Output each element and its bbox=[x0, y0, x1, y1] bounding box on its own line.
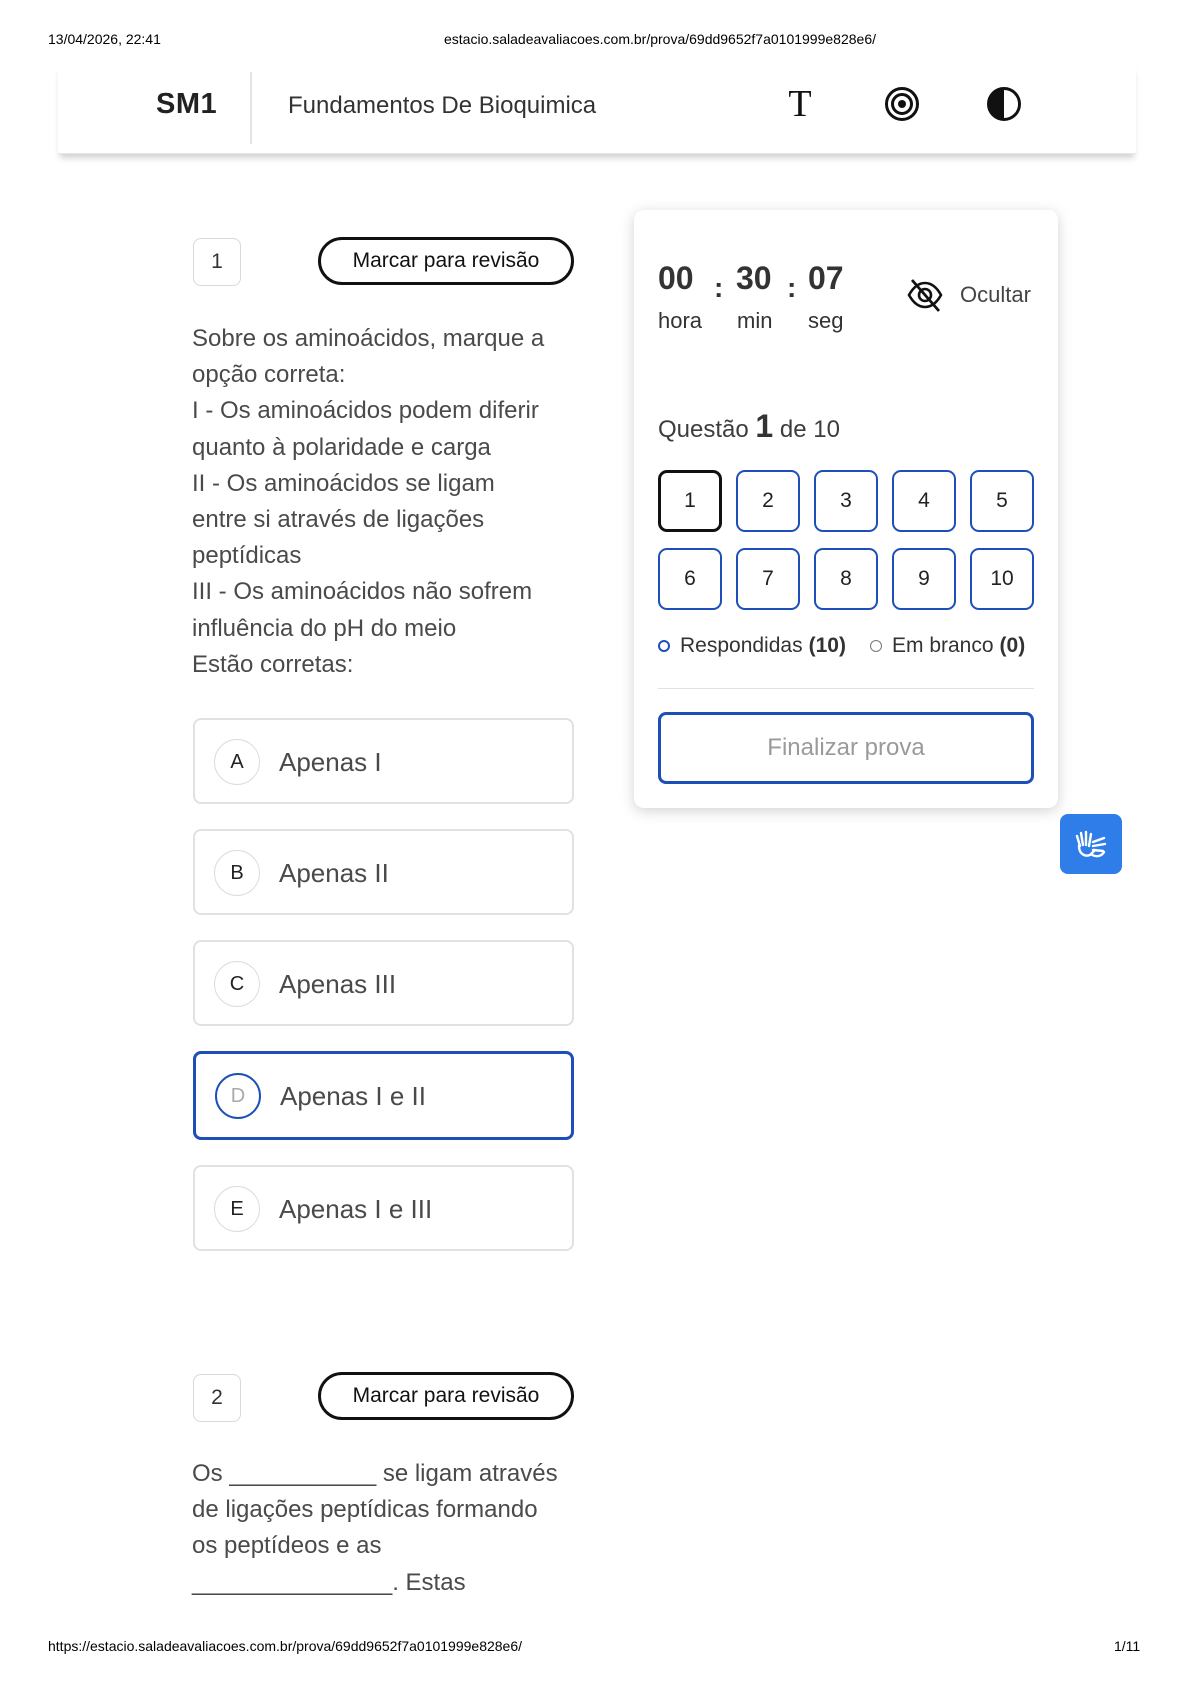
question-text-line: _______________. Estas bbox=[192, 1568, 466, 1596]
answered-count: (10) bbox=[808, 634, 846, 657]
print-datetime: 13/04/2026, 22:41 bbox=[48, 31, 161, 47]
contrast-icon bbox=[986, 86, 1022, 122]
font-size-icon: T bbox=[788, 83, 812, 125]
question-text-line: opção correta: bbox=[192, 361, 346, 389]
question-text-line: influência do pH do meio bbox=[192, 614, 457, 642]
question-counter bbox=[658, 408, 840, 445]
finish-exam-button[interactable]: Finalizar prova bbox=[658, 712, 1034, 784]
answered-dot-icon bbox=[658, 640, 670, 652]
option-label: Apenas II bbox=[279, 858, 389, 888]
print-page-number: 1/11 bbox=[1114, 1638, 1141, 1654]
timer-hours: 00 bbox=[658, 260, 694, 296]
header-divider bbox=[250, 72, 252, 144]
option-letter: E bbox=[214, 1186, 260, 1232]
exam-side-panel bbox=[634, 210, 1058, 808]
legend-blank bbox=[870, 634, 1025, 658]
question-text-line: quanto à polaridade e carga bbox=[192, 433, 491, 461]
app-header bbox=[58, 64, 1136, 154]
question-text bbox=[192, 1456, 582, 1601]
focus-mode-button[interactable] bbox=[880, 82, 924, 126]
question-nav-1[interactable]: 1 bbox=[658, 470, 722, 532]
question-nav-9[interactable]: 9 bbox=[892, 548, 956, 610]
question-nav-7[interactable]: 7 bbox=[736, 548, 800, 610]
blank-dot-icon bbox=[870, 640, 882, 652]
question-text-line: entre si através de ligações bbox=[192, 506, 485, 534]
question-counter-current: 1 bbox=[755, 408, 774, 444]
question-nav-3[interactable]: 3 bbox=[814, 470, 878, 532]
mark-for-review-button[interactable]: Marcar para revisão bbox=[318, 237, 574, 285]
option-letter: B bbox=[214, 850, 260, 896]
print-footer-url: https://estacio.saladeavaliacoes.com.br/prova/69dd9652f7a0101999e828e6/ bbox=[48, 1638, 523, 1654]
hide-timer-label: Ocultar bbox=[960, 282, 1031, 307]
answer-option-e[interactable] bbox=[193, 1165, 574, 1251]
question-number: 1 bbox=[193, 238, 241, 286]
question-nav-10[interactable]: 10 bbox=[970, 548, 1034, 610]
question-text-line: peptídicas bbox=[192, 542, 302, 570]
option-label: Apenas III bbox=[279, 969, 397, 999]
question-text bbox=[192, 321, 582, 683]
question-counter-prefix: Questão bbox=[658, 416, 749, 443]
question-text-line: Os ___________ se ligam através bbox=[192, 1460, 558, 1487]
answer-option-a[interactable] bbox=[193, 718, 574, 804]
timer-minutes-label: min bbox=[737, 308, 773, 333]
panel-divider bbox=[658, 688, 1034, 689]
question-counter-suffix: de 10 bbox=[779, 416, 840, 443]
hide-timer-button[interactable] bbox=[906, 276, 1031, 314]
timer-seconds: 07 bbox=[808, 260, 844, 296]
answer-option-b[interactable] bbox=[193, 829, 574, 915]
answered-label: Respondidas bbox=[680, 634, 803, 657]
contrast-button[interactable] bbox=[982, 82, 1026, 126]
course-title: Fundamentos De Bioquimica bbox=[288, 92, 597, 119]
option-letter: D bbox=[215, 1073, 261, 1119]
blank-count: (0) bbox=[999, 634, 1026, 657]
blank-label: Em branco bbox=[892, 634, 994, 657]
question-number: 2 bbox=[193, 1374, 241, 1422]
timer-separator: : bbox=[714, 272, 724, 303]
timer-separator: : bbox=[787, 272, 797, 303]
libras-accessibility-button[interactable] bbox=[1060, 814, 1122, 874]
answer-option-d[interactable] bbox=[193, 1051, 574, 1140]
legend-answered bbox=[658, 634, 846, 658]
question-nav-8[interactable]: 8 bbox=[814, 548, 878, 610]
question-text-line: II - Os aminoácidos se ligam bbox=[192, 469, 495, 497]
question-text-line: Estão corretas: bbox=[192, 650, 354, 678]
font-size-button[interactable] bbox=[778, 82, 822, 126]
timer-minutes: 30 bbox=[736, 260, 772, 296]
answer-option-c[interactable] bbox=[193, 940, 574, 1026]
question-nav-5[interactable]: 5 bbox=[970, 470, 1034, 532]
option-label: Apenas I e III bbox=[279, 1194, 433, 1224]
print-url: estacio.saladeavaliacoes.com.br/prova/69dd9652f7a0101999e828e6/ bbox=[444, 31, 876, 47]
brand-logo: SM1 bbox=[156, 88, 218, 120]
question-text-line: Sobre os aminoácidos, marque a bbox=[192, 325, 545, 352]
question-text-line: os peptídeos e as bbox=[192, 1532, 382, 1560]
question-text-line: de ligações peptídicas formando bbox=[192, 1496, 538, 1524]
question-nav-6[interactable]: 6 bbox=[658, 548, 722, 610]
option-label: Apenas I bbox=[279, 747, 382, 777]
eye-off-icon bbox=[906, 276, 944, 314]
timer-seconds-label: seg bbox=[808, 308, 844, 333]
mark-for-review-button[interactable]: Marcar para revisão bbox=[318, 1372, 574, 1420]
question-nav-2[interactable]: 2 bbox=[736, 470, 800, 532]
timer-hours-label: hora bbox=[658, 308, 703, 333]
question-text-line: III - Os aminoácidos não sofrem bbox=[192, 578, 533, 606]
option-letter: A bbox=[214, 739, 260, 785]
focus-target-icon bbox=[884, 86, 920, 122]
option-label: Apenas I e II bbox=[280, 1081, 426, 1111]
question-nav-4[interactable]: 4 bbox=[892, 470, 956, 532]
question-text-line: I - Os aminoácidos podem diferir bbox=[192, 397, 539, 425]
option-letter: C bbox=[214, 961, 260, 1007]
sign-language-hands-icon bbox=[1071, 824, 1111, 864]
